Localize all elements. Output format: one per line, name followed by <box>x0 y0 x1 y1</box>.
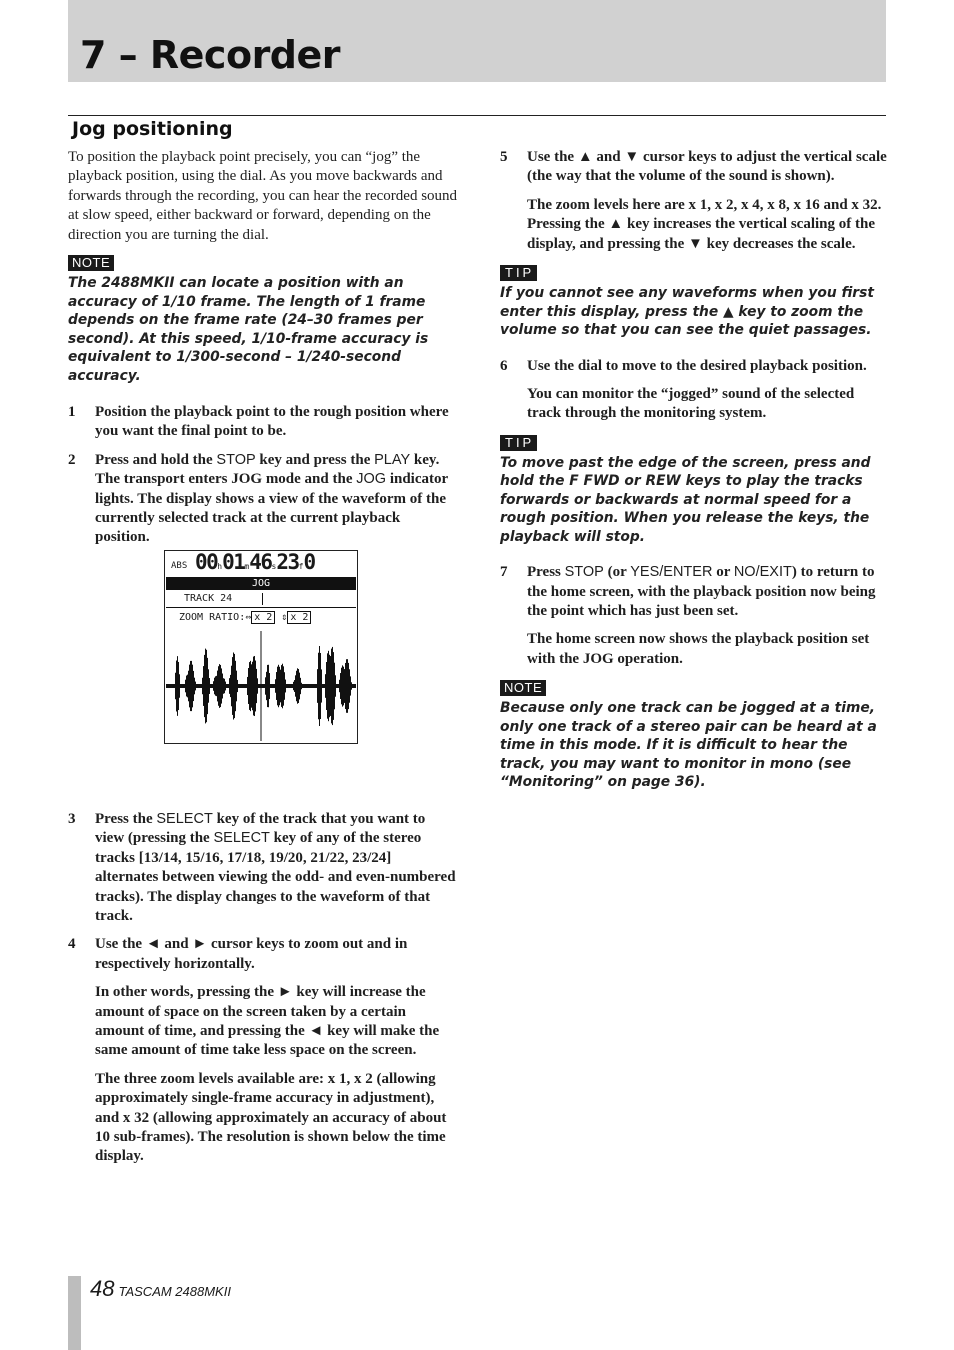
page-number: 48 <box>90 1276 115 1301</box>
waveform-sample <box>315 684 316 688</box>
waveform-sample <box>353 684 354 688</box>
waveform-sample <box>336 684 337 688</box>
waveform-sample <box>221 668 222 703</box>
waveform-sample <box>250 661 251 711</box>
key-name: SELECT <box>213 830 270 847</box>
waveform-sample <box>219 664 220 708</box>
waveform-sample <box>295 675 296 696</box>
step-number: 2 <box>68 451 76 468</box>
tip-label: TIP <box>500 265 537 281</box>
track-label: TRACK 24 <box>184 593 233 604</box>
waveform-sample <box>281 665 282 707</box>
waveform-sample <box>231 666 232 707</box>
waveform-sample <box>256 669 257 703</box>
waveform-sample <box>327 653 328 718</box>
waveform-sample <box>201 684 202 688</box>
waveform-sample <box>244 684 245 688</box>
waveform-sample <box>223 678 224 694</box>
waveform-sample <box>273 684 274 688</box>
waveform-sample <box>293 682 294 690</box>
waveform-sample <box>279 667 280 705</box>
waveform-sample <box>245 684 246 688</box>
waveform-sample <box>309 684 310 688</box>
right-column <box>500 148 890 792</box>
zoom-ratio-row <box>179 611 311 625</box>
waveform-sample <box>183 684 184 688</box>
step-7 <box>500 563 890 621</box>
horizontal-arrows-icon: ⇔ <box>245 612 252 623</box>
waveform-sample <box>294 680 295 692</box>
waveform-sample <box>340 673 341 699</box>
waveform-sample <box>349 669 350 702</box>
waveform-sample <box>321 669 322 702</box>
key-name: YES/ENTER <box>630 564 713 581</box>
waveform-sample <box>212 684 213 688</box>
waveform-sample <box>208 669 209 702</box>
key-name: STOP <box>216 451 256 468</box>
key-name: NO/EXIT <box>733 564 792 581</box>
waveform-sample <box>311 684 312 688</box>
waveform-sample <box>287 684 288 688</box>
waveform-sample <box>189 665 190 708</box>
step-text: Position the playback point to the rough position where you want the final point to be. <box>95 404 449 440</box>
waveform-sample <box>216 676 217 696</box>
waveform-sample <box>324 684 325 688</box>
waveform-sample <box>326 662 327 710</box>
waveform-sample <box>306 684 307 688</box>
waveform-sample <box>341 668 342 705</box>
waveform-sample <box>280 670 281 703</box>
waveform-sample <box>191 661 192 711</box>
waveform-sample <box>320 653 321 719</box>
waveform-sample <box>243 684 244 688</box>
waveform-sample <box>274 684 275 688</box>
waveform-sample <box>300 678 301 694</box>
waveform-sample <box>237 680 238 692</box>
waveform-sample <box>225 682 226 691</box>
waveform-sample <box>204 655 205 717</box>
waveform-sample <box>259 684 260 688</box>
waveform-sample <box>277 667 278 706</box>
waveform-sample <box>173 684 174 688</box>
waveform-sample <box>278 665 279 707</box>
waveform-sample <box>242 684 243 688</box>
waveform-sample <box>312 684 313 688</box>
key-name: SELECT <box>156 810 213 827</box>
waveform-sample <box>347 659 348 713</box>
waveform-sample <box>220 665 221 707</box>
waveform-sample <box>298 669 299 703</box>
step-4-detail: In other words, pressing the ► key will increase the amount of space on the screen taken by a certain amount of time, and pressing the ◄ key will make the same amount of time take less space on the screen. <box>95 984 440 1059</box>
waveform-sample <box>198 684 199 688</box>
step-number: 1 <box>68 404 76 421</box>
track-row <box>166 591 356 608</box>
waveform-sample <box>226 684 227 688</box>
waveform-sample <box>222 674 223 699</box>
waveform-sample <box>200 684 201 688</box>
step-text: Press and hold the STOP key and press the PLAY key. The transport enters JOG mode and the JOG indicator lights. The display shows a view of the waveform of the currently selected track at the current playback position. <box>95 451 448 546</box>
waveform-sample <box>319 646 320 726</box>
waveform-sample <box>246 684 247 688</box>
waveform-sample <box>228 684 229 688</box>
waveform-sample <box>181 684 182 688</box>
waveform-sample <box>345 663 346 709</box>
waveform-sample <box>339 680 340 692</box>
waveform-sample <box>217 671 218 702</box>
waveform-sample <box>265 677 266 694</box>
waveform-sample <box>288 684 289 688</box>
step-number: 6 <box>500 357 508 374</box>
waveform-sample <box>351 682 352 689</box>
waveform-sample <box>176 661 177 712</box>
waveform-sample <box>307 684 308 688</box>
waveform-sample <box>175 673 176 699</box>
step-2 <box>68 451 458 548</box>
waveform-sample <box>270 684 271 688</box>
step-6 <box>500 357 890 376</box>
waveform-sample <box>179 674 180 697</box>
waveform-sample <box>252 662 253 710</box>
waveform-sample <box>229 678 230 694</box>
key-name: STOP <box>564 564 604 581</box>
section-title: Jog positioning <box>72 118 233 140</box>
waveform-sample <box>314 684 315 688</box>
waveform-sample <box>348 663 349 709</box>
time-counter: 00h01m46s23f0 <box>195 550 315 574</box>
lcd-display-figure <box>164 550 358 744</box>
chapter-title: 7 – Recorder <box>80 33 341 77</box>
waveform-sample <box>268 665 269 707</box>
waveform-sample <box>275 679 276 692</box>
lcd-time-display <box>170 552 356 576</box>
step-5-detail: The zoom levels here are x 1, x 2, x 4, x 8, x 16 and x 32. Pressing the ▲ key increases the vertical scaling of the display, and pressing the ▼ key decreases the scale. <box>527 196 882 252</box>
waveform-sample <box>354 684 355 688</box>
waveform-sample <box>193 671 194 701</box>
waveform-sample <box>210 684 211 688</box>
step-6-detail: You can monitor the “jogged” sound of the selected track through the monitoring system. <box>527 385 855 422</box>
waveform-sample <box>264 684 265 688</box>
waveform-sample <box>224 679 225 693</box>
waveform-sample <box>182 684 183 688</box>
step-text: Use the ▲ and ▼ cursor keys to adjust the vertical scale (the way that the volume of the sound is shown). <box>527 149 887 185</box>
waveform-sample <box>282 664 283 709</box>
waveform-sample <box>174 684 175 688</box>
waveform-sample <box>192 665 193 708</box>
step-text: Press STOP (or YES/ENTER or NO/EXIT) to return to the home screen, with the playback position now being the point which has just been set. <box>527 564 876 620</box>
zoom-label: ZOOM RATIO: <box>179 612 246 623</box>
waveform-sample <box>350 676 351 695</box>
waveform-sample <box>196 684 197 688</box>
waveform-sample <box>205 649 206 724</box>
waveform-sample <box>283 666 284 705</box>
tip-block-1 <box>500 264 890 340</box>
footer-model: TASCAM 2488MKII <box>118 1284 231 1299</box>
waveform-sample <box>233 653 234 720</box>
waveform-sample <box>227 684 228 688</box>
waveform-sample <box>170 684 171 688</box>
note-text: Because only one track can be jogged at a time, only one track of a stereo pair can be heard at a time in this mode. If it is difficult to hear the track, you may want to monitor in mono (see “Monitoring” on page 36). <box>500 700 877 791</box>
waveform-sample <box>214 678 215 695</box>
waveform-sample <box>178 662 179 710</box>
step-4-zoom-levels: The three zoom levels available are: x 1, x 2 (allowing approximately single-frame accuracy in adjustment), and x 32 (allowing approximately an accuracy of about 10 sub-frames). The resolution is shown below the time display. <box>95 1070 447 1165</box>
tip-label: TIP <box>500 435 537 451</box>
vertical-zoom-value: x 2 <box>287 611 311 624</box>
waveform-sample <box>251 664 252 707</box>
footer-bar <box>68 1276 81 1350</box>
waveform-sample <box>344 669 345 703</box>
waveform-sample <box>206 650 207 722</box>
tip-text: To move past the edge of the screen, press and hold the F FWD or REW keys to play the tracks forwards or backwards at normal speed for a rough position. When you release the keys, the playback will stop. <box>500 454 871 545</box>
waveform-sample <box>187 675 188 698</box>
waveform-sample <box>215 676 216 695</box>
waveform-sample <box>272 684 273 688</box>
waveform-sample <box>338 684 339 688</box>
note-text: The 2488MKII can locate a position with an accuracy of 1/10 frame. The length of 1 frame depends on the frame rate (24–30 frames per second). At this speed, 1/10-frame accuracy is equivalent to 1/300-second – 1/240-second accuracy. <box>68 275 429 384</box>
step-text: Use the ◄ and ► cursor keys to zoom out and in respectively horizontally. <box>95 936 408 972</box>
waveform-sample <box>302 684 303 688</box>
waveform-sample <box>255 661 256 712</box>
waveform-sample <box>241 684 242 688</box>
horizontal-zoom-value: x 2 <box>251 611 275 624</box>
waveform-sample <box>188 671 189 702</box>
step-number: 7 <box>500 564 508 581</box>
note-label: NOTE <box>500 680 546 696</box>
waveform-sample <box>352 684 353 688</box>
waveform-sample <box>235 661 236 711</box>
waveform-sample <box>249 662 250 710</box>
waveform-sample <box>333 652 334 720</box>
waveform-sample <box>290 684 291 688</box>
step-1 <box>68 403 458 442</box>
waveform-sample <box>297 668 298 703</box>
waveform-sample <box>203 666 204 706</box>
waveform-sample <box>292 684 293 688</box>
waveform-sample <box>167 684 168 688</box>
waveform-sample <box>289 684 290 688</box>
waveform-sample <box>236 671 237 702</box>
waveform-sample <box>303 684 304 688</box>
waveform-sample <box>305 684 306 688</box>
waveform-sample <box>334 663 335 710</box>
waveform-sample <box>313 684 314 688</box>
note-block-2 <box>500 679 890 792</box>
footer <box>90 1276 231 1302</box>
waveform-sample <box>328 651 329 721</box>
waveform-sample <box>184 684 185 688</box>
waveform-sample <box>285 680 286 693</box>
waveform-sample <box>318 653 319 720</box>
waveform-sample <box>296 671 297 701</box>
waveform-sample <box>299 673 300 700</box>
waveform-sample <box>186 676 187 697</box>
waveform-sample <box>195 682 196 691</box>
step-3 <box>68 810 458 926</box>
tip-block-2 <box>500 434 890 547</box>
waveform-sample <box>342 665 343 706</box>
waveform-sample <box>343 667 344 706</box>
key-name: PLAY <box>374 451 411 468</box>
waveform-sample <box>177 656 178 716</box>
waveform-sample <box>337 684 338 688</box>
waveform-sample <box>304 684 305 688</box>
waveform-sample <box>284 672 285 700</box>
tip-text: If you cannot see any waveforms when you first enter this display, press the ▲ key to zoom the volume so that you can see the quiet passages. <box>500 285 874 339</box>
waveform-sample <box>197 684 198 688</box>
waveform-sample <box>190 661 191 711</box>
waveform-sample <box>263 684 264 688</box>
jog-mode-bar: JOG <box>166 577 356 590</box>
waveform-sample <box>232 657 233 715</box>
step-number: 4 <box>68 936 76 953</box>
waveform-sample <box>325 674 326 698</box>
waveform-sample <box>286 684 287 688</box>
waveform-sample <box>169 684 170 688</box>
waveform-sample <box>301 683 302 689</box>
waveform-sample <box>180 684 181 688</box>
waveform-sample <box>213 681 214 691</box>
waveform-sample <box>254 656 255 716</box>
waveform-sample <box>267 665 268 707</box>
waveform-sample <box>266 672 267 700</box>
waveform-sample <box>172 684 173 688</box>
waveform-sample <box>238 684 239 688</box>
waveform-sample <box>323 684 324 688</box>
waveform-sample <box>168 684 169 688</box>
waveform-sample <box>332 647 333 725</box>
waveform-sample <box>331 649 332 724</box>
waveform-sample <box>276 672 277 700</box>
step-text: Press the SELECT key of the track that you want to view (pressing the SELECT key of any of the stereo tracks [13/14, 15/16, 17/18, 19/20, 21/22, 23/24] alternates between viewing the odd- and even-numbered tracks). The display changes to the waveform of that track. <box>95 810 456 924</box>
waveform-sample <box>262 684 263 688</box>
step-text: Use the dial to move to the desired playback position. <box>527 357 867 374</box>
step-number: 5 <box>500 149 508 165</box>
waveform-sample <box>248 668 249 704</box>
waveform-sample <box>316 684 317 688</box>
waveform-sample <box>166 684 167 688</box>
waveform-sample <box>308 684 309 688</box>
playback-cursor <box>262 593 263 605</box>
waveform-sample <box>218 666 219 706</box>
waveform-sample <box>330 656 331 716</box>
waveform-sample <box>317 669 318 703</box>
waveform-sample <box>271 684 272 688</box>
waveform-sample <box>257 678 258 693</box>
waveform-sample <box>194 678 195 695</box>
waveform-sample <box>239 684 240 688</box>
waveform-sample <box>247 677 248 695</box>
waveform-sample <box>258 684 259 688</box>
waveform-sample <box>329 655 330 717</box>
waveform-sample <box>322 684 323 688</box>
step-5 <box>500 148 890 187</box>
waveform-sample <box>230 675 231 697</box>
note-block <box>68 254 458 385</box>
abs-label: ABS <box>171 561 188 571</box>
waveform-sample <box>209 678 210 694</box>
waveform-sample <box>207 658 208 714</box>
waveform-sample <box>310 684 311 688</box>
waveform-sample <box>253 657 254 716</box>
key-name: JOG <box>356 471 387 488</box>
step-number: 3 <box>68 810 76 827</box>
step-7-detail: The home screen now shows the playback position set with the JOG operation. <box>527 631 870 667</box>
waveform <box>166 631 356 741</box>
step-4 <box>68 935 458 974</box>
note-label: NOTE <box>68 255 114 271</box>
waveform-sample <box>234 654 235 718</box>
waveform-sample <box>199 684 200 688</box>
waveform-sample <box>185 680 186 693</box>
waveform-sample <box>346 659 347 713</box>
waveform-sample <box>335 675 336 696</box>
vertical-arrows-icon: ⇕ <box>281 612 288 623</box>
waveform-sample <box>211 684 212 688</box>
waveform-sample <box>269 673 270 699</box>
waveform-sample <box>171 684 172 688</box>
intro-paragraph: To position the playback point precisely, you can “jog” the playback position, using the dial. As you move backwards and forwards through the recording, you can hear the recorded sound at slow speed, either backward or forward, depending on the direction you are turning the dial. <box>68 149 458 243</box>
waveform-sample <box>240 684 241 688</box>
waveform-sample <box>291 684 292 688</box>
waveform-sample <box>202 678 203 694</box>
waveform-sample <box>355 684 356 688</box>
